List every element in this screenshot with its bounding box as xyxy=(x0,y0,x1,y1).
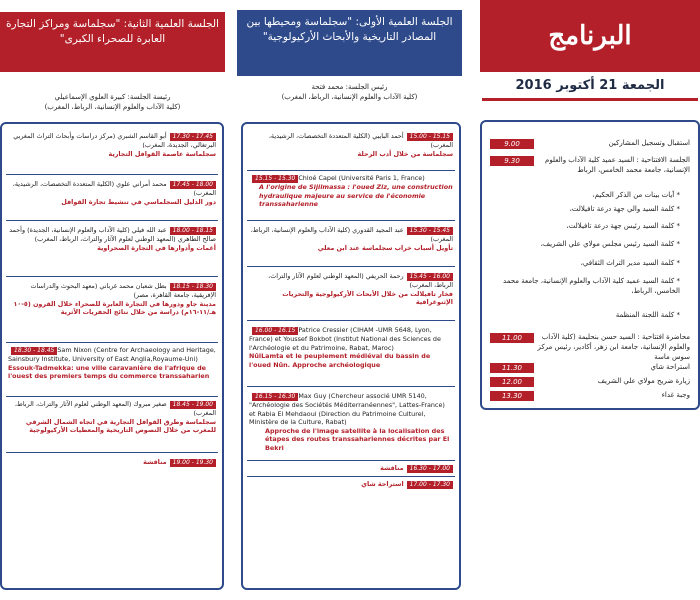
session2-talk: 19.00 - 18.45صغير مبروك (المعهد الوطني لعلوم الآثار والتراث، الرباط، المغرب) سجلماسة وطرق القوافل التجارية في اتجاه الشمال الشرقي للمغرب من خلال النصوص التاريخية والمعطيات الأركيولوجية xyxy=(14,400,216,435)
session1-talk: 16.00 - 15.45رحمة الحريفي (المعهد الوطني لعلوم الآثار والتراث، الرباط، المغرب) فخار تافيلالت من خلال الأبحاث الأركيولوجية والتحريات الإثنوغرافية xyxy=(268,272,453,307)
divider xyxy=(247,220,455,221)
session1-talk: 15.15 - 15.00أحمد البايبي (الكلية المتعددة التخصصات، الرشيدية، المغرب) سجلماسة من خلال أدب الرحلة xyxy=(268,132,453,158)
program-subitem: * كلمة السيد عميد كلية الآداب والعلوم الإنسانية، جامعة محمد الخامس، الرباط، xyxy=(490,276,690,296)
session1-break: 17.30 - 17.00استراحة شاي xyxy=(249,480,453,489)
program-subitem: * كلمة السيد رئيس جهة درعة تافيلالت، xyxy=(490,221,690,231)
time-badge: 9.30 xyxy=(490,156,534,166)
session2-header: الجلسة العلمية الثانية: "سجلماسة ومراكز التجارة العابرة للصحراء الكبرى" xyxy=(0,12,225,72)
divider xyxy=(247,476,455,477)
divider xyxy=(247,266,455,267)
divider xyxy=(6,276,218,277)
program-subitem: * كلمة اللجنة المنظمة xyxy=(490,310,690,320)
divider xyxy=(6,452,218,453)
divider xyxy=(247,320,455,321)
time-badge: 11.00 xyxy=(490,333,534,343)
session2-talk: 18.30 - 18.45 Sam Nixon (Centre for Archaeology and Heritage, Sainsbury Institute, University of East Anglia,Royaume-Uni) Essouk-Tadmekka: une ville caravanière de l'afrique de l'ouest des premiers temps du commerce transsaharien xyxy=(8,346,216,381)
session2-talk: 17.45 - 17.30أبو القاسم الشبري (مركز دراسات وأبحاث التراث المغربي البرتغالي، الجديدة، المغرب) سجلماسة عاصمة القوافل التجارية xyxy=(13,132,216,158)
time-badge: 19.00 - 18.45 xyxy=(170,401,216,409)
divider xyxy=(6,220,218,221)
program-panel xyxy=(480,120,700,410)
time-badge: 9.00 xyxy=(490,139,534,149)
program-subitem: * كلمة السيد والي جهة درعة تافيلالت، xyxy=(490,204,690,214)
time-badge: 18.00 - 17.45 xyxy=(170,181,216,189)
program-item: 9.30 الجلسة الافتتاحية : السيد عميد كلية الآداب والعلوم الإنسانية، جامعة محمد الخامس، الرباط xyxy=(490,155,690,175)
divider xyxy=(6,174,218,175)
program-subitem: * كلمة السيد مدير التراث الثقافي، xyxy=(490,258,690,268)
divider xyxy=(247,170,455,171)
divider xyxy=(247,386,455,387)
program-item: 11.00 محاضرة افتتاحية : السيد حسن بنحليمة (كلية الآداب والعلوم الإنسانية، جامعة ابن زهر، أكادير، رئيس مركز سوس ماسة xyxy=(490,332,690,362)
program-subitem: * كلمة السيد رئيس مجلس مولاي علي الشريف، xyxy=(490,239,690,249)
session1-talk: 16.00 - 16.15 Patrice Cressier (CIHAM -UMR 5648, Lyon, France) et Youssef Bokbot (Institut National des Sciences de l'Archéologie et du Patrimoine, Rabat, Maroc) NûlLamta et le peuplement médiéval du bassin de l'oued Nûn. Approche archéologique xyxy=(249,326,441,369)
session2-panel xyxy=(0,122,224,590)
time-badge: 15.15 - 15.30 xyxy=(252,175,298,183)
time-badge: 18.30 - 18.45 xyxy=(11,347,57,355)
time-badge: 19.30 - 19.00 xyxy=(170,459,216,467)
session1-talk: 16.15 - 16.30 Max Guy (Chercheur associé UMR 5140, "Archéologie des Sociétés Méditerranéennes", Lattes-France) et Rabia El Mehdaoui (Direction du Patrimoine Culturel, Ministère de la Culture, Rabat) Approche de l'image satellite à la localisation des étapes des routes transsahariennes décrites par El Bekri xyxy=(249,392,450,452)
time-badge: 17.45 - 17.30 xyxy=(170,133,216,141)
date-divider xyxy=(482,98,698,101)
program-item: 12.00 زيارة ضريح مولاي علي الشريف xyxy=(490,376,690,387)
time-badge: 17.30 - 17.00 xyxy=(407,481,453,489)
session1-panel xyxy=(241,122,461,590)
session2-chair: رئيسة الجلسة: كبيرة العلوي الإسماعيلي xyxy=(54,93,171,101)
time-badge: 12.00 xyxy=(490,377,534,387)
program-title: البرنامج xyxy=(480,0,700,72)
time-badge: 16.00 - 15.45 xyxy=(407,273,453,281)
session1-header: الجلسة العلمية الأولى: "سجلماسة ومحيطها بين المصادر التاريخية والأبحاث الأركيولوجية" xyxy=(237,10,462,76)
program-item: 9.00 استقبال وتسجيل المشاركين xyxy=(490,138,690,149)
session2-discussion: 19.30 - 19.00مناقشة xyxy=(8,458,216,467)
session2-talk: 18.00 - 17.45محمد أمراني علوي (الكلية المتعددة التخصصات، الرشيدية، المغرب) دور الدليل السجلماسي في تنشيط تجارة القوافل xyxy=(12,180,216,206)
session1-column xyxy=(237,0,462,102)
program-subitem: * آيات بينات من الذكر الحكيم، xyxy=(490,190,690,200)
divider xyxy=(6,396,218,397)
program-item: 11.30 استراحة شاي xyxy=(490,362,690,373)
session1-talk: 15.45 - 15.30عبد المجيد القدوري (كلية الآداب والعلوم الإنسانية، الرباط، المغرب) تأويل أسباب خراب سجلماسة عند ابن معلي xyxy=(250,226,453,252)
time-badge: 18.30 - 18.15 xyxy=(170,283,216,291)
time-badge: 13.30 xyxy=(490,391,534,401)
time-badge: 16.15 - 16.30 xyxy=(252,393,298,401)
divider xyxy=(6,342,218,343)
time-badge: 15.15 - 15.00 xyxy=(407,133,453,141)
session2-talk: 18.30 - 18.15بطل شعبان محمد غرباني (معهد البحوث والدراسات الإفريقية، جامعة القاهرة، مصر) مدينة جاو ودورها في التجارة العابرة للصحراء خلال القرون (٥-١٠ هـ/١١-١٦م) دراسة من خلال نتائج الحفريات الأثرية xyxy=(13,282,216,317)
session2-talk: 18.15 - 18.00عبد الله فيلي (كلية الآداب والعلوم الإنسانية، الجديدة) وأحمد صالح الطاهري (المعهد الوطني لعلوم الآثار والتراث، الرباط، المغرب) أغمات وأدوارها في التجارة الصحراوية xyxy=(9,226,216,252)
session1-discussion: 17.00 - 16.30مناقشة xyxy=(249,464,453,473)
session1-talk: 15.15 - 15.30 Chloé Capel (Université Paris 1, France) A l'origine de Sijilmassa : l'oued Ziz, une construction hydraulique majeure au service de l'économie transsaharienne xyxy=(249,174,453,209)
time-badge: 17.00 - 16.30 xyxy=(407,465,453,473)
divider xyxy=(247,460,455,461)
time-badge: 15.45 - 15.30 xyxy=(407,227,453,235)
time-badge: 16.00 - 16.15 xyxy=(252,327,298,335)
time-badge: 18.15 - 18.00 xyxy=(170,227,216,235)
session1-chair-affil: (كلية الآداب والعلوم الإنسانية، الرباط، المغرب) xyxy=(281,93,418,101)
session1-chair: رئيس الجلسة: محمد فتحة xyxy=(311,83,388,91)
program-item: 13.30 وجبة غداء xyxy=(490,390,690,401)
session2-chair-affil: (كلية الآداب والعلوم الإنسانية، الرباط، المغرب) xyxy=(44,103,181,111)
program-date: الجمعة 21 أكتوبر 2016 xyxy=(515,78,665,93)
time-badge: 11.30 xyxy=(490,363,534,373)
session2-column xyxy=(0,0,225,112)
